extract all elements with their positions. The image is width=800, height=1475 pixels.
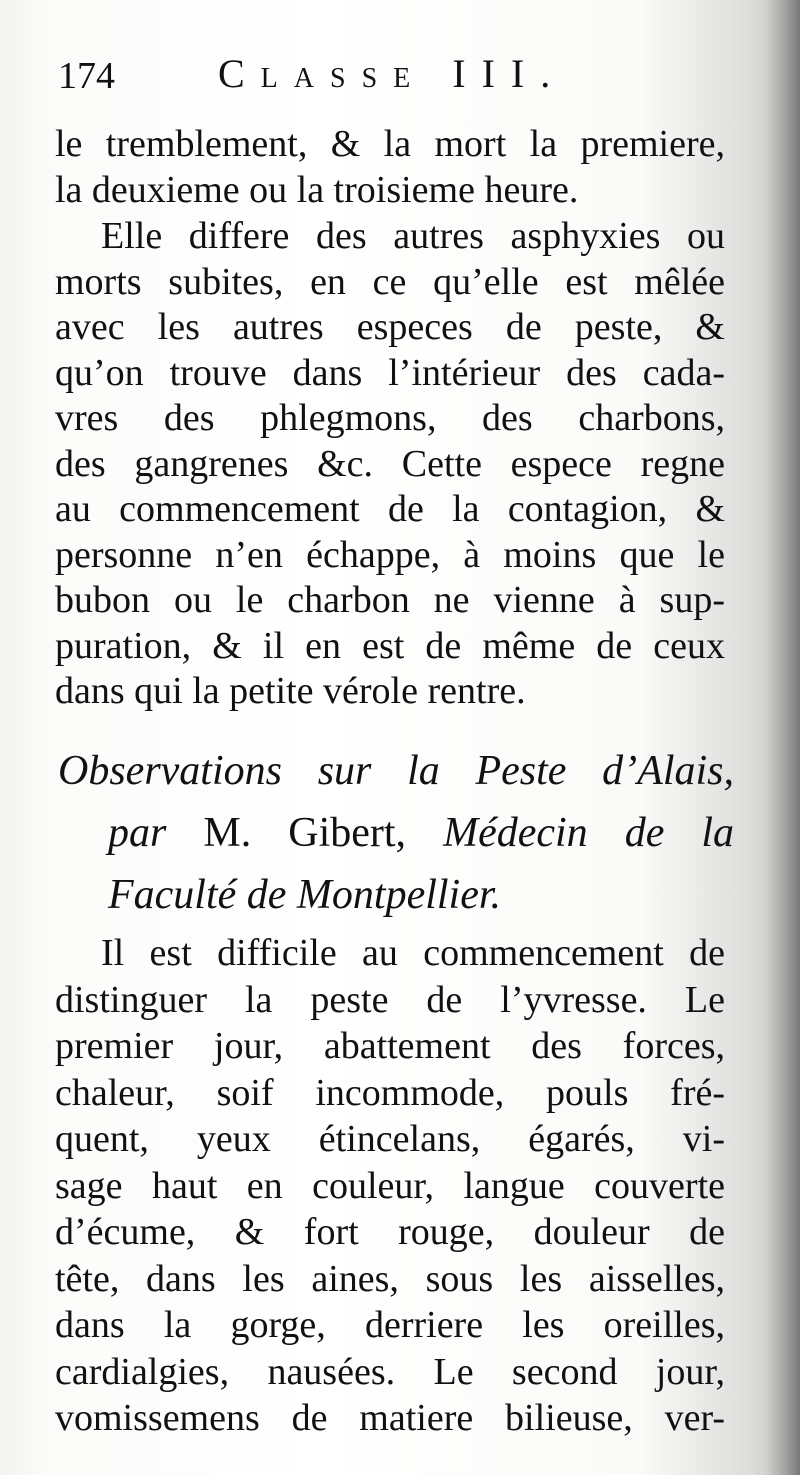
text-line: dans qui la petite vérole rentre. xyxy=(55,670,526,712)
page-number: 174 xyxy=(58,55,115,97)
text-line: morts subites, en ce qu’elle est mêlée xyxy=(55,260,725,303)
heading-by-word: par xyxy=(108,810,167,856)
paragraph-1 xyxy=(55,122,725,213)
text-line: la deuxieme ou la troisieme heure. xyxy=(55,168,579,211)
text-line: sage haut en couleur, langue couverte xyxy=(55,1164,725,1207)
text-line: vres des phlegmons, des charbons, xyxy=(55,397,725,439)
section-heading xyxy=(58,740,734,926)
text-line: distinguer la peste de l’yvresse. Le xyxy=(55,978,725,1021)
text-line: premier jour, abattement des forces, xyxy=(55,1025,725,1067)
heading-line-3: Faculté de Montpellier. xyxy=(108,872,502,918)
heading-line-2 xyxy=(58,802,734,864)
paragraph-3 xyxy=(55,930,725,1442)
text-line: au commencement de la contagion, & xyxy=(55,488,725,530)
text-line: qu’on trouve dans l’intérieur des cada- xyxy=(55,351,725,394)
author-name: M. Gibert, xyxy=(203,810,407,856)
text-line: vomissemens de matiere bilieuse, ver- xyxy=(55,1397,725,1439)
text-line: personne n’en échappe, à moins que le xyxy=(55,533,725,576)
page-edge-shadow xyxy=(766,0,800,1475)
text-line: des gangrenes &c. Cette espece regne xyxy=(55,442,725,485)
paragraph-2 xyxy=(55,214,725,715)
text-line: dans la gorge, derriere les oreilles, xyxy=(55,1304,725,1346)
text-line: chaleur, soif incommode, pouls fré- xyxy=(55,1071,725,1114)
text-line: Elle differe des autres asphyxies ou xyxy=(101,215,725,257)
text-line: avec les autres especes de peste, & xyxy=(55,306,725,348)
text-line: d’écume, & fort rouge, douleur de xyxy=(55,1211,725,1253)
text-line: tête, dans les aines, sous les aisselles, xyxy=(55,1257,725,1300)
heading-line-1: Observations sur la Peste d’Alais, xyxy=(58,748,734,794)
text-line: bubon ou le charbon ne vienne à sup- xyxy=(55,579,725,621)
text-line: puration, & il en est de même de ceux xyxy=(55,624,725,667)
text-line: quent, yeux étincelans, égarés, vi- xyxy=(55,1118,725,1160)
author-title: Médecin de la xyxy=(443,810,735,856)
text-line: le tremblement, & la mort la premiere, xyxy=(55,123,725,165)
text-line: Il est difficile au commencement de xyxy=(101,932,725,974)
running-head: Classe III. xyxy=(218,51,567,96)
page-header xyxy=(58,48,738,100)
text-line: cardialgies, nausées. Le second jour, xyxy=(55,1350,725,1393)
